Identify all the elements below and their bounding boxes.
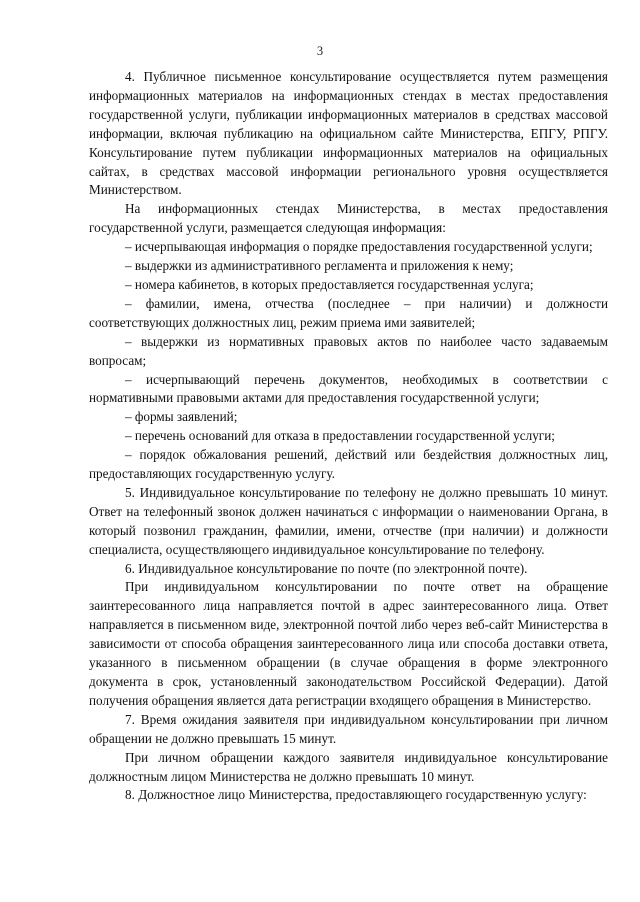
list-item-legal-acts-excerpts: – выдержки из нормативных правовых актов по наиболее часто задаваемым вопросам; (89, 333, 608, 368)
paragraph-waiting-time: 7. Время ожидания заявителя при индивидуальном консультировании при личном обращении не должно превышать 15 минут. (89, 711, 608, 746)
paragraph-mail-consulting-details: При индивидуальном консультировании по почте ответ на обращение заинтересованного лица направляется почтой в адрес заинтересованного лица. Ответ направляется в письменном виде, электронной почтой либо через веб-сайт Министерства в зависимости от способа обращения заинтересованного лица или способа доставки ответа, указанного в письменном обращении (в случае обращения в форме электронного документа в срок, установленный законодательством Российской Федерации). Датой получения обращения является дата регистрации входящего обращения в Министерство. (89, 579, 608, 708)
list-item-regulation-excerpts: – выдержки из административного регламента и приложения к нему; (125, 258, 514, 274)
paragraph-official-duties: 8. Должностное лицо Министерства, предоставляющего государственную услугу: (125, 787, 587, 803)
list-item-appeal-procedure: – порядок обжалования решений, действий или бездействия должностных лиц, предоставляющих государственную услугу. (89, 447, 608, 482)
page-number: 3 (316, 44, 324, 58)
list-item-exhaustive-info: – исчерпывающая информация о порядке предоставления государственной услуги; (125, 239, 593, 255)
paragraph-phone-consulting: 5. Индивидуальное консультирование по телефону не должно превышать 10 минут. Ответ на телефонный звонок должен начинаться с информации о наименовании Органа, в который позвонил гражданин, фамилии, имени, отчестве (при наличии) и должности специалиста, осуществляющего индивидуальное консультирование по телефону. (89, 484, 608, 557)
list-item-refusal-grounds: – перечень оснований для отказа в предоставлении государственной услуги; (125, 428, 555, 444)
paragraph-info-stands-intro: На информационных стендах Министерства, в местах предоставления государственной услуги, размещается следующая информация: (89, 201, 608, 236)
paragraph-public-written-consulting: 4. Публичное письменное консультирование осуществляется путем размещения информационных материалов на информационных стендах в местах предоставления государственной услуги, публикации информационных материалов в средствах массовой информации, включая публикацию на официальном сайте Министерства, ЕПГУ, РПГУ. Консультирование путем публикации информационных материалов на официальных сайтах, в средствах массовой информации регионального уровня осуществляется Министерством. (89, 69, 608, 198)
document-body (89, 68, 608, 805)
paragraph-personal-visit-limit: При личном обращении каждого заявителя индивидуальное консультирование должностным лицом Министерства не должно превышать 10 минут. (89, 749, 608, 784)
list-item-documents-list: – исчерпывающий перечень документов, необходимых в соответствии с нормативными правовыми актами для предоставления государственной услуги; (89, 371, 608, 406)
list-item-officials-names: – фамилии, имена, отчества (последнее – при наличии) и должности соответствующих должностных лиц, режим приема ими заявителей; (89, 295, 608, 330)
list-item-office-numbers: – номера кабинетов, в которых предоставляется государственная услуга; (125, 276, 534, 292)
paragraph-mail-consulting: 6. Индивидуальное консультирование по почте (по электронной почте). (125, 560, 528, 576)
list-item-application-forms: – формы заявлений; (125, 409, 238, 425)
